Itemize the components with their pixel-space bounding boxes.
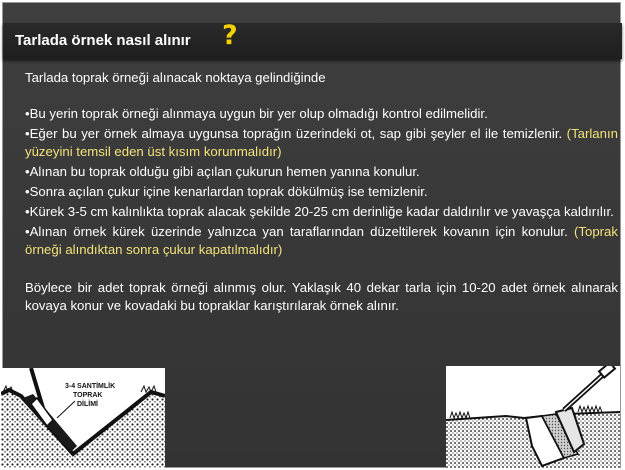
slice-label-line2: TOPRAK: [73, 392, 103, 399]
shovel-illustration: [446, 366, 620, 468]
soil-slice-illustration: [1, 368, 165, 468]
intro-text: Tarlada toprak örneği alınacak noktaya gelindiğinde: [25, 70, 326, 85]
bullet-1: •Bu yerin toprak örneği alınmaya uygun bir yer olup olmadığı kontrol edilmelidir.: [25, 106, 488, 121]
closing-text: Böylece bir adet toprak örneği alınmış olur. Yaklaşık 40 dekar tarla için 10-20 adet örnek alınarak kovaya konur ve kovadaki bu topraklar karıştırılarak örnek alınır.: [25, 280, 618, 313]
bullet-3: •Alınan bu toprak olduğu gibi açılan çukurun hemen yanına konulur.: [25, 164, 420, 179]
slide-content: [25, 69, 618, 315]
shovel-in-soil-diagram: [446, 366, 620, 468]
question-mark-icon: ?: [222, 20, 238, 51]
slice-label-line1: 3-4 SANTİMLİK: [65, 383, 116, 390]
bullet-4: •Sonra açılan çukur içine kenarlardan toprak dökülmüş ise temizlenir.: [25, 184, 428, 199]
title-bar: [3, 20, 622, 59]
bullet-2-highlight: (Tarlanın yüzeyini temsil eden üst kısım korunmalıdır): [25, 126, 618, 159]
bullet-5: •Kürek 3-5 cm kalınlıkta toprak alacak şekilde 20-25 cm derinliğe kadar daldırılır ve yavaşça kaldırılır.: [25, 204, 614, 219]
bullet-6: •Alınan örnek kürek üzerinde yalnızca yan taraflarından düzeltilerek kovanın için konulur. (Toprak örneği alındıktan sonra çukur kapatılmalıdır): [25, 224, 618, 257]
slice-label-line3: DİLİMİ: [77, 401, 98, 408]
label-pointer: [57, 401, 75, 418]
soil-pit-diagram: [1, 368, 165, 468]
bullet-6-highlight: (Toprak örneği alındıktan sonra çukur kapatılmalıdır): [25, 224, 618, 257]
bullet-2: •Eğer bu yer örnek almaya uygunsa toprağın üzerindeki ot, sap gibi şeyler el ile temizlenir. (Tarlanın yüzeyini temsil eden üst kısım korunmalıdır): [25, 126, 618, 159]
slide-title: Tarlada örnek nasıl alınır: [15, 32, 191, 49]
